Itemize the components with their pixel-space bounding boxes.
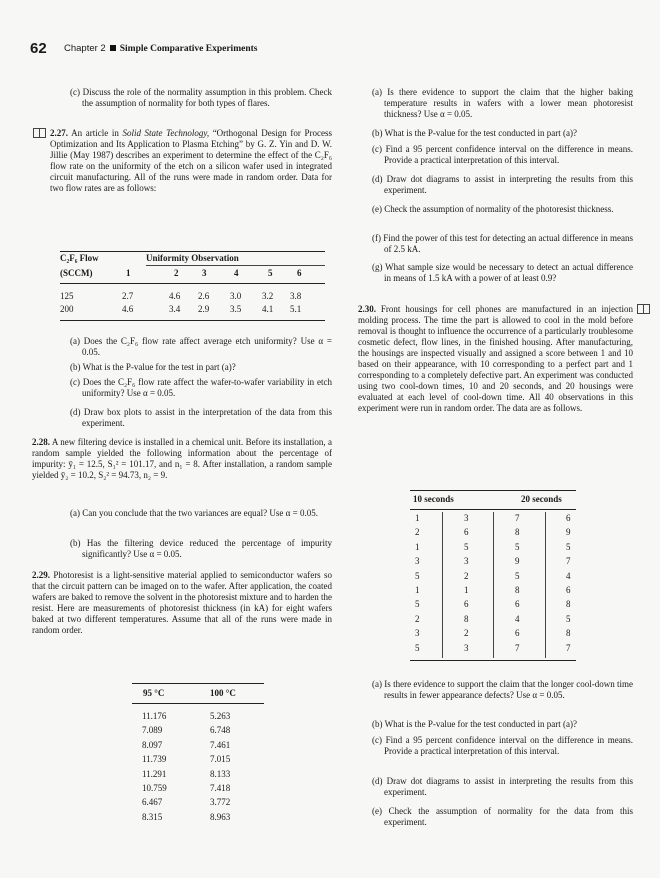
table-cell: 8 xyxy=(515,585,520,595)
table-col-header: 1 xyxy=(126,268,131,278)
table-cell: 7.461 xyxy=(210,739,231,750)
table-cell: 4 xyxy=(515,613,520,624)
table-cell: 10.759 xyxy=(142,783,167,793)
problem-2-26-c: (c) Discuss the role of the normality assumption in this problem. Check the assumption of normality for both types of flares. xyxy=(70,87,332,108)
table-cell: 8 xyxy=(464,613,469,624)
question-2-30-a: (a) Is there evidence to support the claim that the longer cool-down time results in fewer appearance defects? Use α = 0.05. xyxy=(372,679,633,700)
table-cell: 8.133 xyxy=(210,768,231,779)
table-cell: 7 xyxy=(515,513,520,523)
table-cell: 2 xyxy=(464,570,469,581)
problem-text: “Orthogonal Design for Process Optimization and Its Application to Plasma Etching” by G. Z. Yin and D. W. Jillie (May 1987) describes an experiment to determine the effect of the C₂F₆ flow rate on the uniformity of the etch on a silicon wafer used in integrated circuit manufacturing. All of the runs were made in random order. Data for two flow rates are as follows: xyxy=(50,128,332,193)
table-header: C₂F₆ Flow xyxy=(60,253,99,263)
table-cell: 5 xyxy=(566,613,571,624)
table-cell: 6 xyxy=(566,513,571,523)
question-2-29-c: (c) Find a 95 percent confidence interval on the difference in means. Provide a practical interpretation of this interval. xyxy=(372,144,633,165)
table-cell: 3 xyxy=(464,556,469,567)
table-cell: 8.315 xyxy=(142,811,163,822)
table-cell: 3 xyxy=(464,642,469,653)
problem-text: Photoresist is a light-sensitive material applied to semiconductor wafers so that the circuit pattern can be imaged on to the wafer. After application, the coated wafers are baked to remove the solvent in the photoresist mixture and to harden the resist. Here are measurements of photoresist thickness (in kA) for eight wafers baked at two different temperatures. Assume that all of the runs were made in random order. xyxy=(32,570,332,635)
page-number: 62 xyxy=(30,40,47,57)
table-col-header: 3 xyxy=(202,268,207,278)
question-2-29-d: (d) Draw dot diagrams to assist in interpreting the results from this experiment. xyxy=(372,174,633,195)
table-cell: 6 xyxy=(464,527,469,538)
table-cell: 11.176 xyxy=(142,711,167,721)
table-cell: 3.2 xyxy=(262,291,274,301)
table-cell: 125 xyxy=(60,291,74,301)
book-icon xyxy=(33,128,46,138)
journal-name: Solid State Technology, xyxy=(122,128,210,138)
separator-square-icon xyxy=(110,45,116,51)
table-header: 95 °C xyxy=(143,688,165,698)
table-cell: 1 xyxy=(464,585,469,595)
table-cell: 3.772 xyxy=(210,797,231,808)
table-cell: 3 xyxy=(415,556,420,567)
problem-number: 2.29. xyxy=(32,570,50,580)
table-cell: 7.089 xyxy=(142,725,163,736)
table-cell: 6.748 xyxy=(210,725,231,736)
table-cell: 5 xyxy=(415,642,420,653)
table-cell: 8 xyxy=(515,527,520,538)
table-cell: 8 xyxy=(566,599,571,610)
question-2-28-b: (b) Has the filtering device reduced the percentage of impurity significantly? Use α = 0.05. xyxy=(70,538,332,559)
table-cell: 4.1 xyxy=(262,304,274,314)
table-cell: 3.8 xyxy=(290,291,302,301)
table-cell: 6.467 xyxy=(142,797,163,808)
table-header: 20 seconds xyxy=(521,494,562,504)
table-cell: 5 xyxy=(415,599,420,610)
problem-2-30 xyxy=(358,304,633,414)
table-cell: 5 xyxy=(415,570,420,581)
table-header: 100 °C xyxy=(210,688,236,698)
question-2-27-c: (c) Does the C₂F₆ flow rate affect the wafer-to-wafer variability in etch uniformity? Use α = 0.05. xyxy=(70,377,332,398)
table-cell: 5 xyxy=(515,541,520,552)
table-col-header: 2 xyxy=(174,268,179,278)
question-2-30-d: (d) Draw dot diagrams to assist in interpreting the results from this experiment. xyxy=(372,776,633,797)
table-cell: 7.015 xyxy=(210,754,231,765)
table-cell: 4.6 xyxy=(122,304,134,314)
problem-number: 2.28. xyxy=(32,437,50,447)
question-2-29-a: (a) Is there evidence to support the claim that the higher baking temperature results in wafers with a lower mean photoresist thickness? Use α = 0.05. xyxy=(372,87,633,119)
question-2-30-c: (c) Find a 95 percent confidence interval on the difference in means. Provide a practical interpretation of this interval. xyxy=(372,735,633,756)
table-cell: 9 xyxy=(566,527,571,538)
table-cell: 3.5 xyxy=(230,304,242,314)
table-cell: 5.263 xyxy=(210,711,231,721)
table-cell: 200 xyxy=(60,304,74,314)
table-cell: 1 xyxy=(415,513,420,523)
problem-number: 2.27. xyxy=(50,128,68,138)
table-cell: 2 xyxy=(415,613,420,624)
table-cell: 5 xyxy=(464,541,469,552)
table-cell: 7 xyxy=(566,642,571,653)
table-cell: 9 xyxy=(515,556,520,567)
table-cell: 7 xyxy=(515,642,520,653)
table-cell: 3 xyxy=(415,628,420,639)
question-2-30-b: (b) What is the P-value for the test conducted in part (a)? xyxy=(372,719,578,729)
table-cell: 3.4 xyxy=(169,304,181,314)
problem-2-27 xyxy=(50,128,332,194)
table-cell: 2.7 xyxy=(122,291,134,301)
table-cell: 4.6 xyxy=(169,291,181,301)
table-header: 10 seconds xyxy=(413,494,454,504)
table-col-header: 4 xyxy=(234,268,239,278)
table-header: (SCCM) xyxy=(60,268,93,278)
problem-number: 2.30. xyxy=(358,304,376,314)
question-2-29-e: (e) Check the assumption of normality of the photoresist thickness. xyxy=(372,204,614,214)
question-2-28-a: (a) Can you conclude that the two variances are equal? Use α = 0.05. xyxy=(70,508,318,518)
table-cell: 1 xyxy=(415,585,420,595)
problem-2-28 xyxy=(32,437,332,481)
question-2-29-g: (g) What sample size would be necessary to detect an actual difference in means of 1.5 kA with a power of at least 0.9? xyxy=(372,262,633,283)
table-cell: 3 xyxy=(464,513,469,523)
question-2-30-e: (e) Check the assumption of normality for the data from this experiment. xyxy=(372,806,633,827)
table-cell: 2.6 xyxy=(198,291,210,301)
table-cell: 2 xyxy=(415,527,420,538)
table-cell: 1 xyxy=(415,541,420,552)
problem-2-29 xyxy=(32,570,332,636)
book-icon xyxy=(637,304,650,314)
question-2-29-f: (f) Find the power of this test for detecting an actual difference in means of 2.5 kA. xyxy=(372,233,633,254)
chapter-name: Chapter 2 xyxy=(64,43,106,54)
table-cell: 5 xyxy=(515,570,520,581)
table-cell: 5.1 xyxy=(290,304,302,314)
table-cell: 4 xyxy=(566,570,571,581)
question-2-27-d: (d) Draw box plots to assist in the interpretation of the data from this experiment. xyxy=(70,407,332,428)
table-cell: 6 xyxy=(515,599,520,610)
table-col-header: 5 xyxy=(268,268,273,278)
problem-text: An article in xyxy=(71,128,119,138)
table-cell: 6 xyxy=(464,599,469,610)
table-cell: 5 xyxy=(566,541,571,552)
question-2-29-b: (b) What is the P-value for the test conducted in part (a)? xyxy=(372,128,578,138)
table-cell: 7.418 xyxy=(210,783,231,793)
question-2-27-a: (a) Does the C₂F₆ flow rate affect average etch uniformity? Use α = 0.05. xyxy=(70,336,332,357)
table-cell: 6 xyxy=(566,585,571,595)
table-cell: 2.9 xyxy=(198,304,210,314)
question-2-27-b: (b) What is the P-value for the test in part (a)? xyxy=(70,362,236,372)
table-cell: 6 xyxy=(515,628,520,639)
table-cell: 2 xyxy=(464,628,469,639)
table-cell: 11.739 xyxy=(142,754,167,765)
problem-text: Front housings for cell phones are manufactured in an injection molding process. The time the part is allowed to cool in the mold before removal is thought to influence the occurrence of a particularly troublesome cosmetic defect, flow lines, in the finished housing. After manufacturing, the housings are inspected visually and assigned a score between 1 and 10 based on their appearance, with 10 corresponding to a perfect part and 1 corresponding to a completely defective part. An experiment was conducted using two cool-down times, 10 and 20 seconds, and 20 housings were evaluated at each level of cool-down time. All 40 observations in this experiment were run in random order. The data are as follows. xyxy=(358,304,633,413)
table-cell: 8 xyxy=(566,628,571,639)
chapter-label xyxy=(64,43,257,54)
problem-text: A new filtering device is installed in a chemical unit. Before its installation, a random sample yielded the following information about the percentage of impurity: ȳ₁ = 12.5, S₁² = 101.17, and n₁ = 8. After installation, a random sample yielded ȳ₂ = 10.2, S₂² = 94.73, n₂ = 9. xyxy=(32,437,332,480)
table-cell: 11.291 xyxy=(142,768,167,779)
table-cell: 7 xyxy=(566,556,571,567)
chapter-title: Simple Comparative Experiments xyxy=(119,44,258,54)
table-col-header: 6 xyxy=(297,268,302,278)
table-cell: 3.0 xyxy=(230,291,242,301)
table-cell: 8.963 xyxy=(210,811,231,822)
table-header: Uniformity Observation xyxy=(146,253,239,263)
page-header xyxy=(30,40,640,62)
table-cell: 8.097 xyxy=(142,739,163,750)
